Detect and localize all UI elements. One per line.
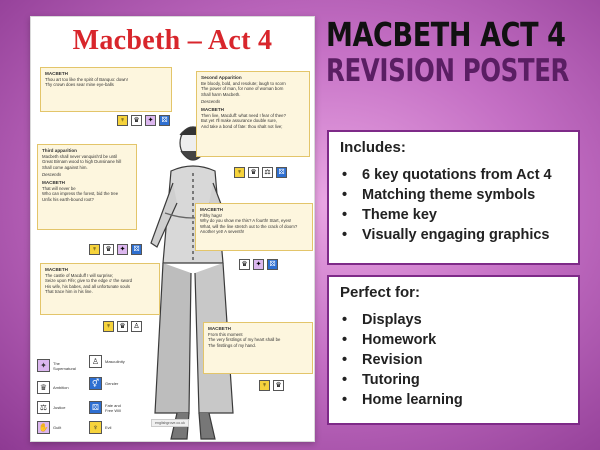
- quote-3-direction: Descends: [42, 172, 62, 178]
- list-item: • Tutoring: [340, 370, 567, 390]
- crown-icon: ♛: [239, 259, 250, 270]
- quote-4-speaker: MACBETH: [200, 207, 223, 212]
- quote-5-line: That trace him in his line.: [45, 289, 93, 295]
- key-label: Justice: [53, 405, 66, 410]
- dice-icon: ⚄: [131, 244, 142, 255]
- quote-box-4: [195, 203, 313, 251]
- quote-5-line: His wife, his babes, and all unfortunate souls: [45, 283, 131, 289]
- quote-4-line: What, will the line stretch out to the crack of doom?: [200, 223, 298, 229]
- hand-icon: ✋: [37, 421, 50, 434]
- dice-icon: ⚄: [89, 401, 102, 414]
- key-label: The Supernatural: [53, 360, 76, 371]
- key-label: Masculinity: [105, 359, 125, 364]
- quote-3-theme-icons: [89, 244, 142, 255]
- gender-icon: ⚥: [89, 377, 102, 390]
- quote-box-2: [196, 71, 310, 157]
- evil-icon: ♆: [259, 380, 270, 391]
- quote-3-speaker2: MACBETH: [42, 179, 65, 185]
- quote-6-line: From this moment: [208, 331, 243, 337]
- quote-3-line2: Unfix his earth-bound root?: [42, 196, 94, 202]
- crown-icon: ♛: [117, 321, 128, 332]
- quote-2-line2: Then live, Macduff: what need I fear of thee?: [201, 112, 286, 118]
- quote-2-speaker2: MACBETH: [201, 106, 224, 112]
- includes-card: [327, 130, 580, 265]
- crown-icon: ♛: [248, 167, 259, 178]
- key-item-justice: [37, 401, 65, 414]
- quote-2-line: Shall harm Macbeth.: [201, 91, 241, 97]
- key-label: Ambition: [53, 385, 69, 390]
- quote-box-5: [40, 263, 160, 315]
- quote-2-theme-icons: [234, 167, 287, 178]
- witch-icon: ✦: [37, 359, 50, 372]
- poster-image: [30, 16, 315, 442]
- quote-5-theme-icons: [103, 321, 142, 332]
- list-item: • Revision: [340, 350, 567, 370]
- quote-3-speaker: Third apparition: [42, 148, 77, 153]
- key-item-gender: [89, 377, 118, 390]
- quote-5-line: Seize upon Fife; give to the edge o' the sword: [45, 278, 133, 284]
- quote-2-line: The power of man, for none of woman born: [201, 86, 284, 92]
- quote-4-line: Another yet! A seventh!: [200, 229, 245, 235]
- quote-box-3: [37, 144, 137, 230]
- quote-box-1: [40, 67, 172, 112]
- poster-title: Macbeth – Act 4: [72, 25, 273, 56]
- quote-3-line2: That will never be: [42, 185, 76, 191]
- includes-title: Includes:: [340, 139, 406, 156]
- quote-2-line2: And take a bond of fate: thou shalt not live;: [201, 123, 283, 129]
- strongman-icon: ♙: [89, 355, 102, 368]
- list-item: • Home learning: [340, 390, 567, 410]
- list-item: • Matching theme symbols: [340, 185, 567, 205]
- includes-list: [340, 165, 567, 245]
- dice-icon: ⚄: [276, 167, 287, 178]
- key-item-guilt: [37, 421, 61, 434]
- key-item-evil: [89, 421, 111, 434]
- key-item-supernatural: [37, 359, 81, 372]
- key-label: Guilt: [53, 425, 62, 430]
- quote-2-speaker: Second Apparition: [201, 75, 242, 80]
- dice-icon: ⚄: [159, 115, 170, 126]
- quote-2-direction: Descends: [201, 99, 221, 105]
- strongman-icon: ♙: [131, 321, 142, 332]
- quote-5-speaker: MACBETH: [45, 267, 68, 272]
- key-label: Gender: [105, 381, 119, 386]
- quote-3-line: Shall come against him.: [42, 164, 88, 170]
- quote-1-line: Thou art too like the spirit of Banquo: down!: [45, 76, 128, 82]
- quote-6-line: The very firstlings of my heart shall be: [208, 337, 281, 343]
- list-item: • Theme key: [340, 205, 567, 225]
- evil-icon: ♆: [103, 321, 114, 332]
- quote-1-speaker: MACBETH: [45, 71, 68, 76]
- list-item: • Visually engaging graphics: [340, 225, 567, 245]
- scales-icon: ⚖: [37, 401, 50, 414]
- key-item-fate: [89, 401, 127, 414]
- perfect-for-title: Perfect for:: [340, 284, 421, 301]
- dice-icon: ⚄: [267, 259, 278, 270]
- evil-icon: ♆: [234, 167, 245, 178]
- witch-icon: ✦: [145, 115, 156, 126]
- quote-4-theme-icons: [239, 259, 278, 270]
- scales-icon: ⚖: [262, 167, 273, 178]
- list-item: • Displays: [340, 310, 567, 330]
- quote-2-line2: But yet I'll make assurance double sure,: [201, 118, 278, 124]
- crown-icon: ♛: [273, 380, 284, 391]
- evil-icon: ♆: [89, 244, 100, 255]
- site-badge: englishgrove.co.uk: [151, 419, 189, 427]
- crown-icon: ♛: [103, 244, 114, 255]
- key-item-ambition: [37, 381, 69, 394]
- witch-icon: ✦: [253, 259, 264, 270]
- crown-icon: ♛: [131, 115, 142, 126]
- key-label: Fate and Free Will: [105, 402, 121, 413]
- key-item-masculinity: [89, 355, 125, 368]
- quote-3-line2: Who can impress the forest, bid the tree: [42, 191, 119, 197]
- crown-icon: ♛: [37, 381, 50, 394]
- key-label: Evil: [105, 425, 112, 430]
- quote-4-line: Why do you show me this? A fourth! Start, eyes!: [200, 218, 292, 224]
- quote-box-6: [203, 322, 313, 374]
- headline-title: MACBETH ACT 4: [326, 15, 566, 54]
- perfect-for-list: [340, 310, 567, 410]
- quote-2-line: Be bloody, bold, and resolute; laugh to scorn: [201, 80, 286, 86]
- quote-5-line: The castle of Macduff I will surprise;: [45, 272, 114, 278]
- list-item: • Homework: [340, 330, 567, 350]
- quote-1-line: Thy crown does sear mine eye-balls: [45, 82, 114, 88]
- quote-6-line: The firstlings of my hand.: [208, 342, 257, 348]
- witch-icon: ✦: [117, 244, 128, 255]
- devil-icon: ♆: [89, 421, 102, 434]
- quote-6-speaker: MACBETH: [208, 326, 231, 331]
- evil-icon: ♆: [117, 115, 128, 126]
- quote-4-line: Filthy hags!: [200, 212, 222, 218]
- quote-3-line: Macbeth shall never vanquish'd be until: [42, 153, 118, 159]
- quote-6-theme-icons: [259, 380, 284, 391]
- perfect-for-card: [327, 275, 580, 425]
- list-item: • 6 key quotations from Act 4: [340, 165, 567, 185]
- headline-subtitle: REVISION POSTER: [326, 53, 570, 89]
- quote-3-line: Great Birnam wood to high Dunsinane hill: [42, 159, 122, 165]
- quote-1-theme-icons: [117, 115, 170, 126]
- headline: [326, 17, 596, 89]
